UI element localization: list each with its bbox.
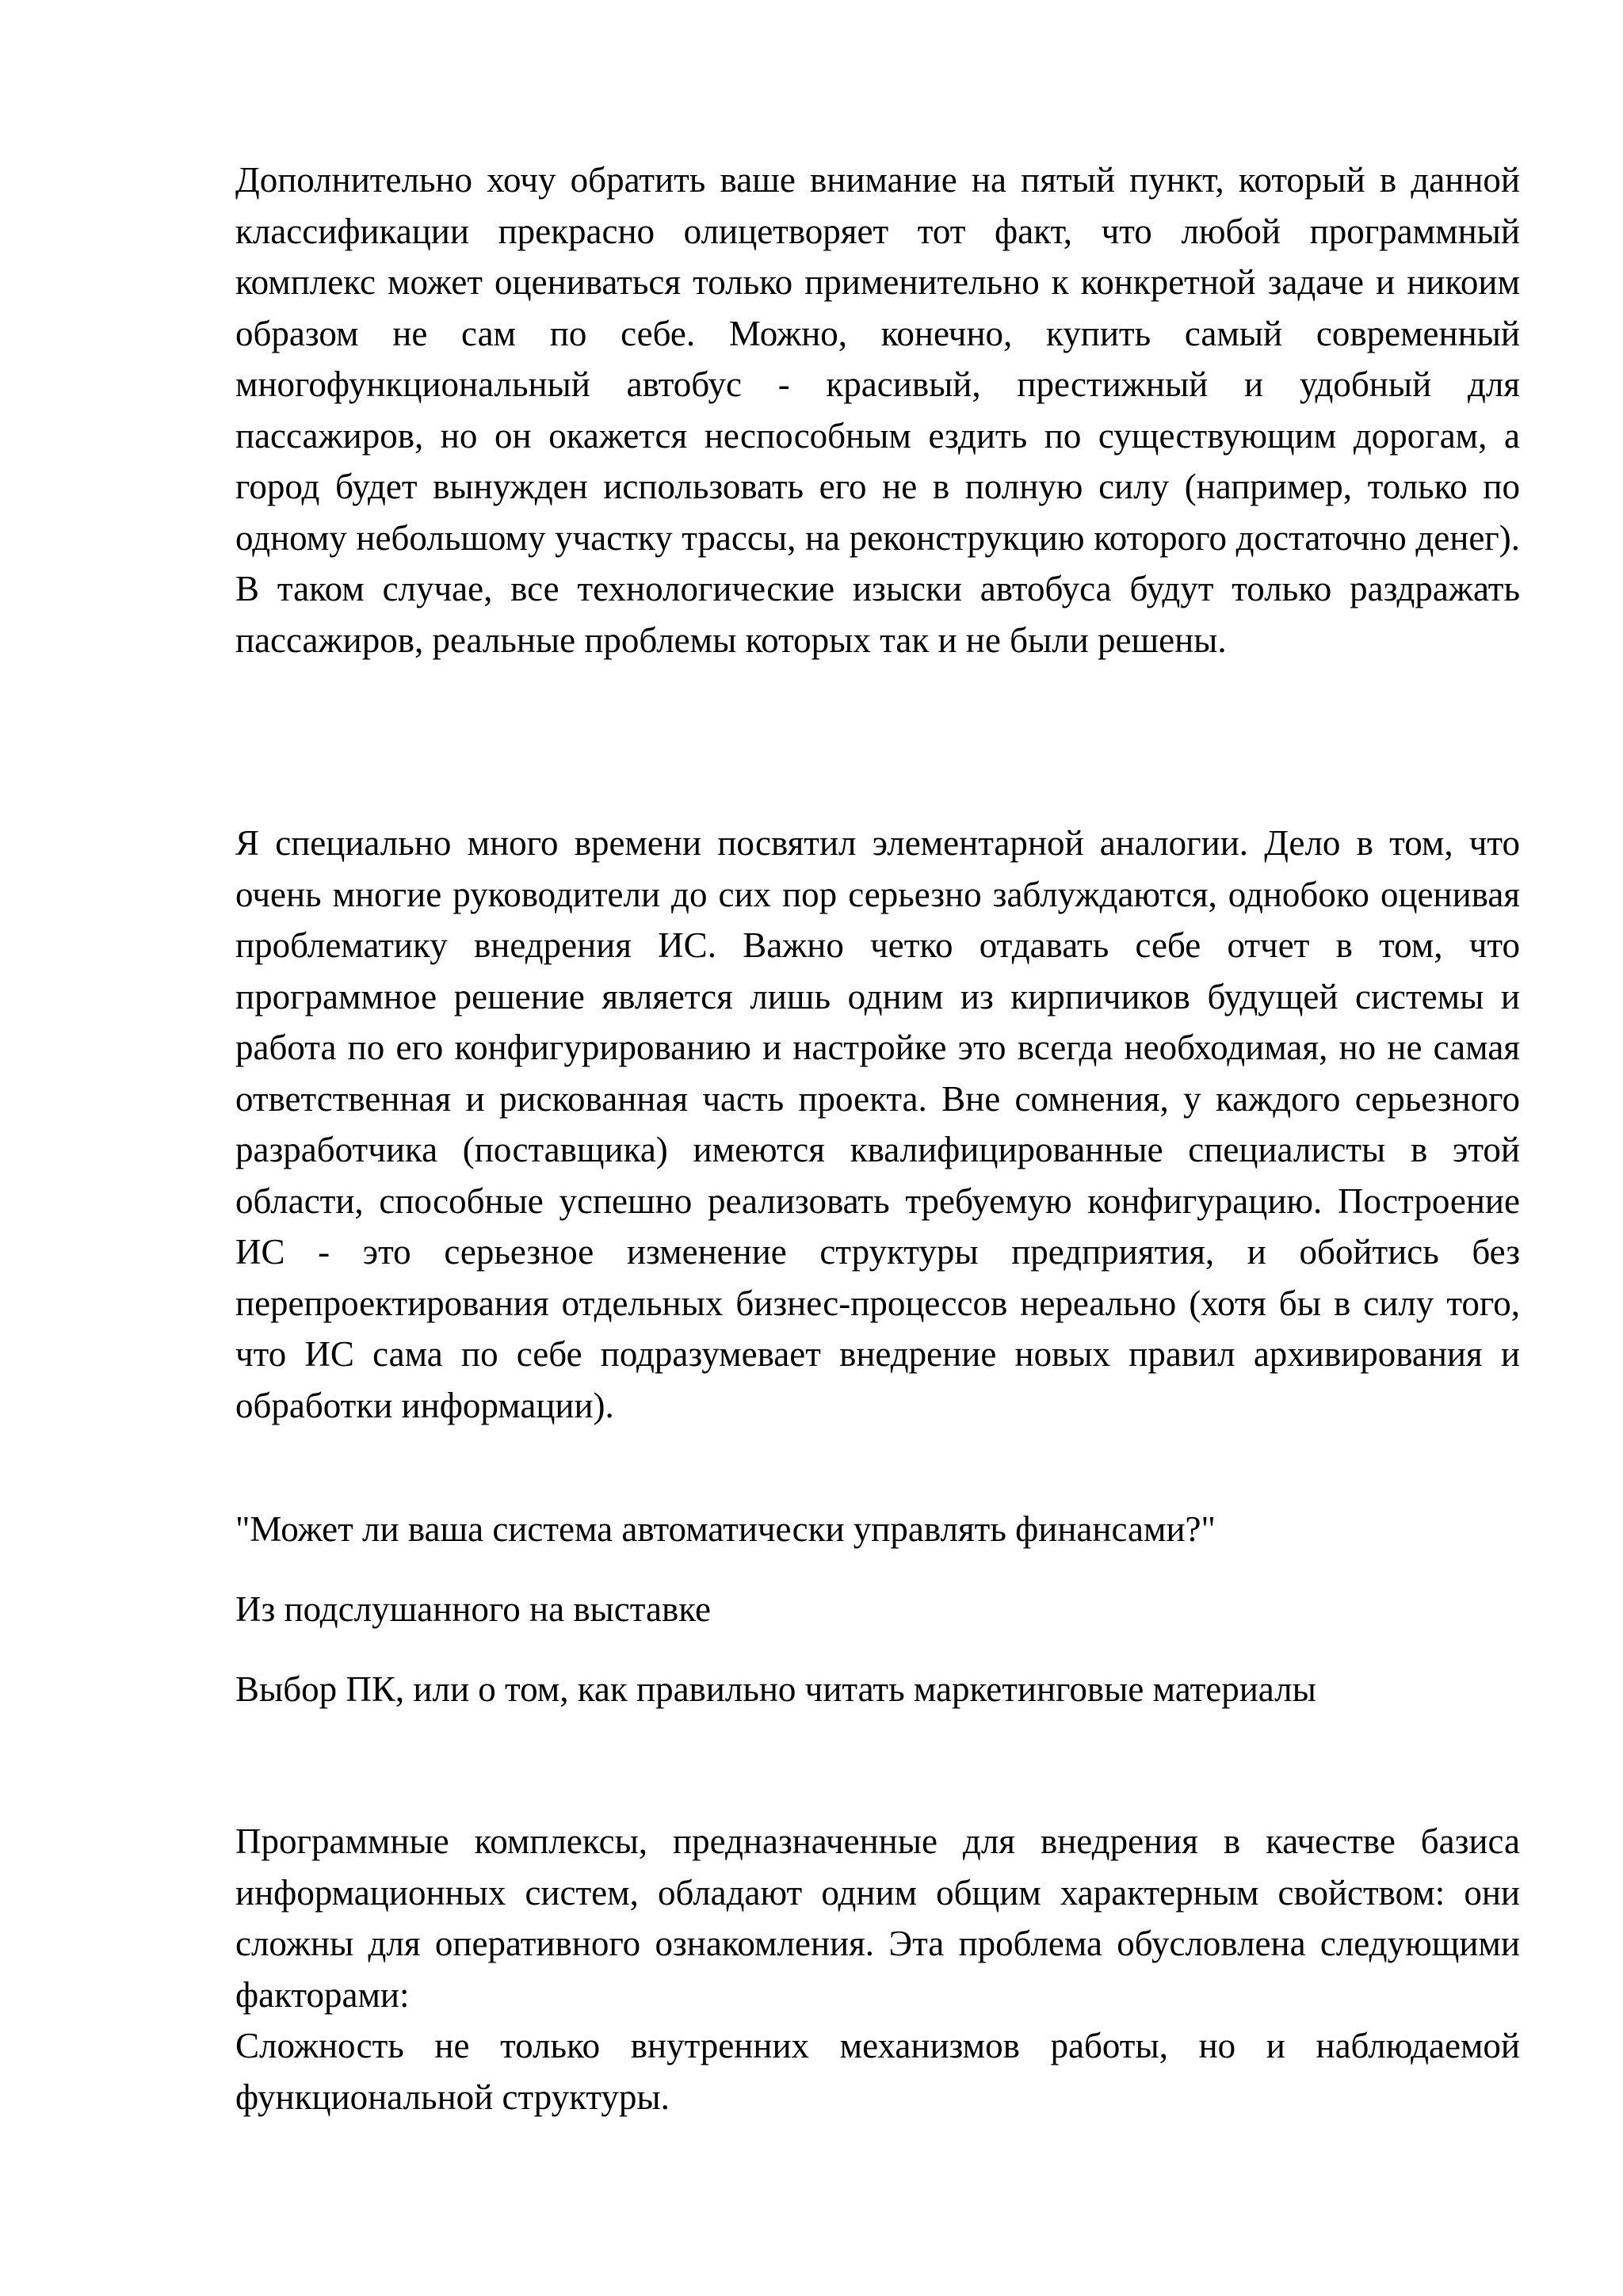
section-heading: Выбор ПК, или о том, как правильно читать маркетинговые материалы [235, 1669, 1316, 1709]
quote-source: Из подслушанного на выставке [235, 1589, 711, 1629]
paragraph-software-complexity: Программные комплексы, предназначенные для внедрения в качестве базиса информационных систем, обладают одним общим характерным свойством: они сложны для оперативного ознакомления. Эта проблема обусловлена следующими факторами: [235, 1821, 1520, 2015]
paragraph-complexity-factor: Сложность не только внутренних механизмов работы, но и наблюдаемой функциональной структуры. [235, 2026, 1520, 2117]
paragraph-bus-analogy: Дополнительно хочу обратить ваше внимание на пятый пункт, который в данной классификации прекрасно олицетворяет тот факт, что любой программный комплекс может оцениваться только применительно к конкретной задаче и никоим образом не сам по себе. Можно, конечно, купить самый современный многофункциональный автобус - красивый, престижный и удобный для пассажиров, но он окажется неспособным ездить по существующим дорогам, а город будет вынужден использовать его не в полную силу (например, только по одному небольшому участку трассы, на реконструкцию которого достаточно денег). В таком случае, все технологические изыски автобуса будут только раздражать пассажиров, реальные проблемы которых так и не были решены. [235, 160, 1520, 660]
paragraph-analogy-explanation: Я специально много времени посвятил элементарной аналогии. Дело в том, что очень многие руководители до сих пор серьезно заблуждаются, однобоко оценивая проблематику внедрения ИС. Важно четко отдавать себе отчет в том, что программное решение является лишь одним из кирпичиков будущей системы и работа по его конфигурированию и настройке это всегда необходимая, но не самая ответственная и рискованная часть проекта. Вне сомнения, у каждого серьезного разработчика (поставщика) имеются квалифицированные специалисты в этой области, способные успешно реализовать требуемую конфигурацию. Построение ИС - это серьезное изменение структуры предприятия, и обойтись без перепроектирования отдельных бизнес-процессов нереально (хотя бы в силу того, что ИС сама по себе подразумевает внедрение новых правил архивирования и обработки информации). [235, 823, 1520, 1425]
quote-finance-question: "Может ли ваша система автоматически управлять финансами?" [235, 1509, 1216, 1549]
